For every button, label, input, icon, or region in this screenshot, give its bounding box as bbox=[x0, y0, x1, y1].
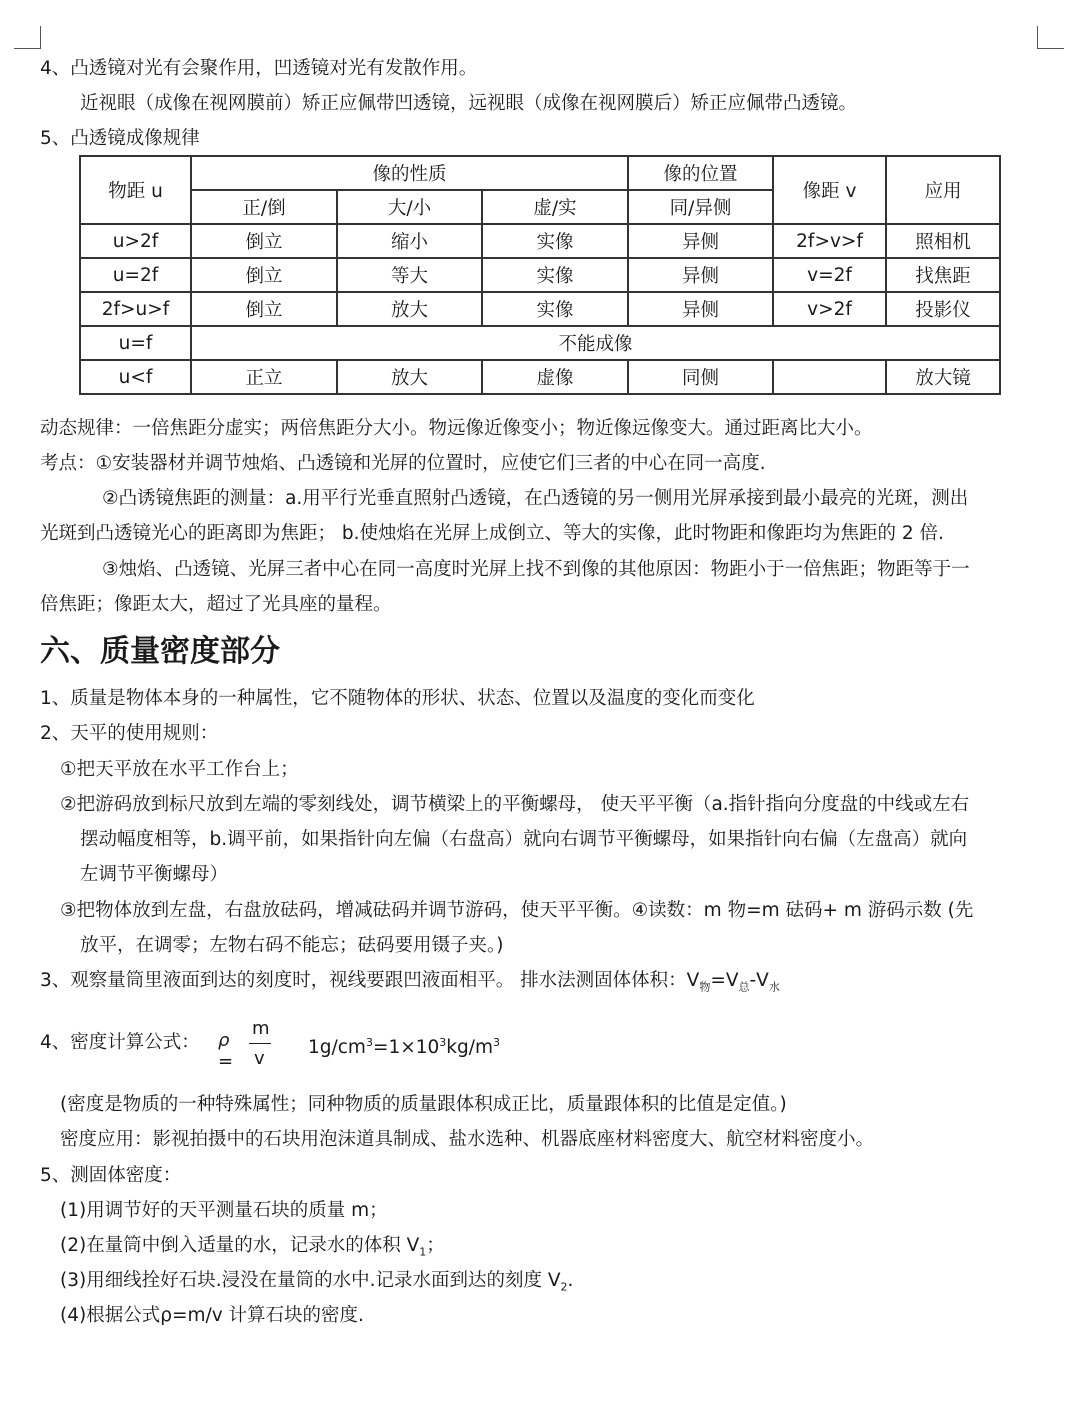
table-cell: v=2f bbox=[773, 258, 886, 292]
header-size: 大/小 bbox=[337, 190, 482, 224]
imaging-rules-title: 5、凸透镜成像规律 bbox=[40, 128, 200, 149]
density-application: 密度应用：影视拍摄中的石块用泡沫道具制成、盐水选种、机器底座材料密度大、航空材料密度小。 bbox=[60, 1129, 875, 1150]
balance-rule-2-cont: 摆动幅度相等，b.调平前，如果指针向左偏（右盘高）就向右调节平衡螺母，如果指针向右偏（左盘高）就向 bbox=[80, 829, 968, 850]
header-orientation: 正/倒 bbox=[191, 190, 337, 224]
table-cell: 2f>u>f bbox=[80, 292, 191, 326]
eye-correction-line: 近视眼（成像在视网膜前）矫正应佩带凹透镜，远视眼（成像在视网膜后）矫正应佩带凸透镜。 bbox=[80, 93, 858, 114]
density-unit-conversion bbox=[308, 1030, 500, 1061]
header-side: 同/异侧 bbox=[628, 190, 773, 224]
subscript: 2 bbox=[560, 1280, 568, 1294]
subscript-object: 物 bbox=[699, 980, 711, 994]
fraction-numerator: m bbox=[252, 1018, 270, 1039]
balance-rule-1: ①把天平放在水平工作台上； bbox=[60, 759, 299, 780]
balance-rule-3: ③把物体放到左盘，右盘放砝码，增减砝码并调节游码，使天平平衡。④读数：m 物=m 砝码+ m 游码示数 (先 bbox=[60, 900, 974, 921]
section-heading-mass-density: 六、质量密度部分 bbox=[40, 634, 280, 669]
subscript-total: 总 bbox=[738, 980, 750, 994]
lens-imaging-table bbox=[79, 155, 1001, 395]
table-row bbox=[80, 292, 1000, 326]
balance-rule-2-end: 左调节平衡螺母） bbox=[80, 864, 229, 885]
page-corner-mark-right bbox=[1037, 26, 1064, 49]
solid-density-step-3 bbox=[60, 1268, 573, 1301]
table-cell: 异侧 bbox=[628, 224, 773, 258]
lens-effect-line: 4、凸透镜对光有会聚作用，凹透镜对光有发散作用。 bbox=[40, 58, 478, 79]
exam-point-2: ②凸诱镜焦距的测量：a.用平行光垂直照射凸透镜，在凸透镜的另一侧用光屏承接到最小最亮的光斑，测出 bbox=[102, 488, 969, 509]
table-row bbox=[80, 224, 1000, 258]
exam-point-3: ③烛焰、凸透镜、光屏三者中心在同一高度时光屏上找不到像的其他原因：物距小于一倍焦距；物距等于一 bbox=[102, 559, 970, 580]
unit-part: 1g/cm bbox=[308, 1037, 366, 1059]
step-text: (3)用细线拴好石块.浸没在量筒的水中.记录水面到达的刻度 V bbox=[60, 1270, 561, 1291]
table-row bbox=[80, 360, 1000, 394]
table-cell: u>2f bbox=[80, 224, 191, 258]
table-header-row bbox=[80, 156, 1000, 190]
subscript: 1 bbox=[419, 1245, 427, 1259]
table-cell: 倒立 bbox=[191, 292, 337, 326]
step-text: (2)在量筒中倒入适量的水，记录水的体积 V bbox=[60, 1235, 420, 1256]
header-image-position: 像的位置 bbox=[628, 156, 773, 190]
table-cell: 倒立 bbox=[191, 224, 337, 258]
table-cell: u<f bbox=[80, 360, 191, 394]
table-cell: u=2f bbox=[80, 258, 191, 292]
table-cell: 缩小 bbox=[337, 224, 482, 258]
balance-rule-3-cont: 放平，在调零；左物右码不能忘；砝码要用镊子夹。) bbox=[80, 935, 504, 956]
table-cell: 等大 bbox=[337, 258, 482, 292]
table-cell: 异侧 bbox=[628, 292, 773, 326]
table-cell-no-image: 不能成像 bbox=[191, 326, 1000, 360]
table-row bbox=[80, 258, 1000, 292]
table-cell: u=f bbox=[80, 326, 191, 360]
fraction-bar bbox=[249, 1043, 271, 1044]
header-image-distance: 像距 v bbox=[773, 156, 886, 224]
balance-rules-title: 2、天平的使用规则： bbox=[40, 723, 219, 744]
header-image-nature: 像的性质 bbox=[191, 156, 628, 190]
page-corner-mark-left bbox=[14, 26, 41, 49]
cylinder-eq: =V bbox=[710, 970, 739, 991]
rho-symbol: ρ = bbox=[218, 1030, 234, 1072]
cylinder-minus: -V bbox=[749, 970, 769, 991]
table-cell: 2f>v>f bbox=[773, 224, 886, 258]
exam-point-3-cont: 倍焦距；像距太大，超过了光具座的量程。 bbox=[40, 594, 392, 615]
header-object-distance: 物距 u bbox=[80, 156, 191, 224]
density-formula-label: 4、密度计算公式： bbox=[40, 1032, 200, 1053]
table-cell: v>2f bbox=[773, 292, 886, 326]
header-application: 应用 bbox=[886, 156, 1000, 224]
superscript: 3 bbox=[439, 1036, 447, 1049]
step-end: . bbox=[567, 1270, 574, 1291]
unit-part: =1×10 bbox=[372, 1037, 440, 1059]
exam-point-1: 考点：①安装器材并调节烛焰、凸透镜和光屏的位置时，应使它们三者的中心在同一高度. bbox=[40, 453, 766, 474]
table-cell: 投影仪 bbox=[886, 292, 1000, 326]
table-cell: 正立 bbox=[191, 360, 337, 394]
superscript: 3 bbox=[493, 1036, 500, 1049]
exam-point-2-cont: 光斑到凸透镜光心的距离即为焦距； b.使烛焰在光屏上成倒立、等大的实像，此时物距和像距均为焦距的 2 倍. bbox=[40, 523, 944, 544]
table-cell: 异侧 bbox=[628, 258, 773, 292]
superscript: 3 bbox=[365, 1036, 373, 1049]
fraction-denominator: v bbox=[254, 1048, 265, 1069]
step-end: ； bbox=[426, 1235, 445, 1256]
table-row bbox=[80, 326, 1000, 360]
density-note: (密度是物质的一种特殊属性；同种物质的质量跟体积成正比，质量跟体积的比值是定值。) bbox=[60, 1094, 787, 1115]
unit-part: kg/m bbox=[446, 1037, 493, 1059]
solid-density-step-2 bbox=[60, 1233, 445, 1266]
solid-density-step-1: (1)用调节好的天平测量石块的质量 m； bbox=[60, 1200, 388, 1221]
table-cell: 虚像 bbox=[482, 360, 628, 394]
table-cell: 放大 bbox=[337, 292, 482, 326]
dynamic-rule-line: 动态规律：一倍焦距分虚实；两倍焦距分大小。物远像近像变小；物近像远像变大。通过距离比大小。 bbox=[40, 418, 873, 439]
table-cell: 实像 bbox=[482, 292, 628, 326]
table-cell: 倒立 bbox=[191, 258, 337, 292]
balance-rule-2: ②把游码放到标尺放到左端的零刻线处，调节横梁上的平衡螺母， 使天平平衡（a.指针指向分度盘的中线或左右 bbox=[60, 794, 970, 815]
graduated-cylinder-line bbox=[40, 968, 780, 1001]
solid-density-step-4: (4)根据公式ρ=m/v 计算石块的密度. bbox=[60, 1305, 364, 1326]
table-cell bbox=[773, 360, 886, 394]
table-cell: 照相机 bbox=[886, 224, 1000, 258]
subscript-water: 水 bbox=[768, 980, 780, 994]
cylinder-text: 3、观察量筒里液面到达的刻度时，视线要跟凹液面相平。 排水法测固体体积：V bbox=[40, 970, 700, 991]
solid-density-title: 5、测固体密度： bbox=[40, 1165, 182, 1186]
table-cell: 放大 bbox=[337, 360, 482, 394]
table-cell: 找焦距 bbox=[886, 258, 1000, 292]
table-cell: 放大镜 bbox=[886, 360, 1000, 394]
table-cell: 实像 bbox=[482, 258, 628, 292]
table-cell: 同侧 bbox=[628, 360, 773, 394]
mass-property-line: 1、质量是物体本身的一种属性，它不随物体的形状、状态、位置以及温度的变化而变化 bbox=[40, 688, 755, 709]
table-cell: 实像 bbox=[482, 224, 628, 258]
header-real-virtual: 虚/实 bbox=[482, 190, 628, 224]
